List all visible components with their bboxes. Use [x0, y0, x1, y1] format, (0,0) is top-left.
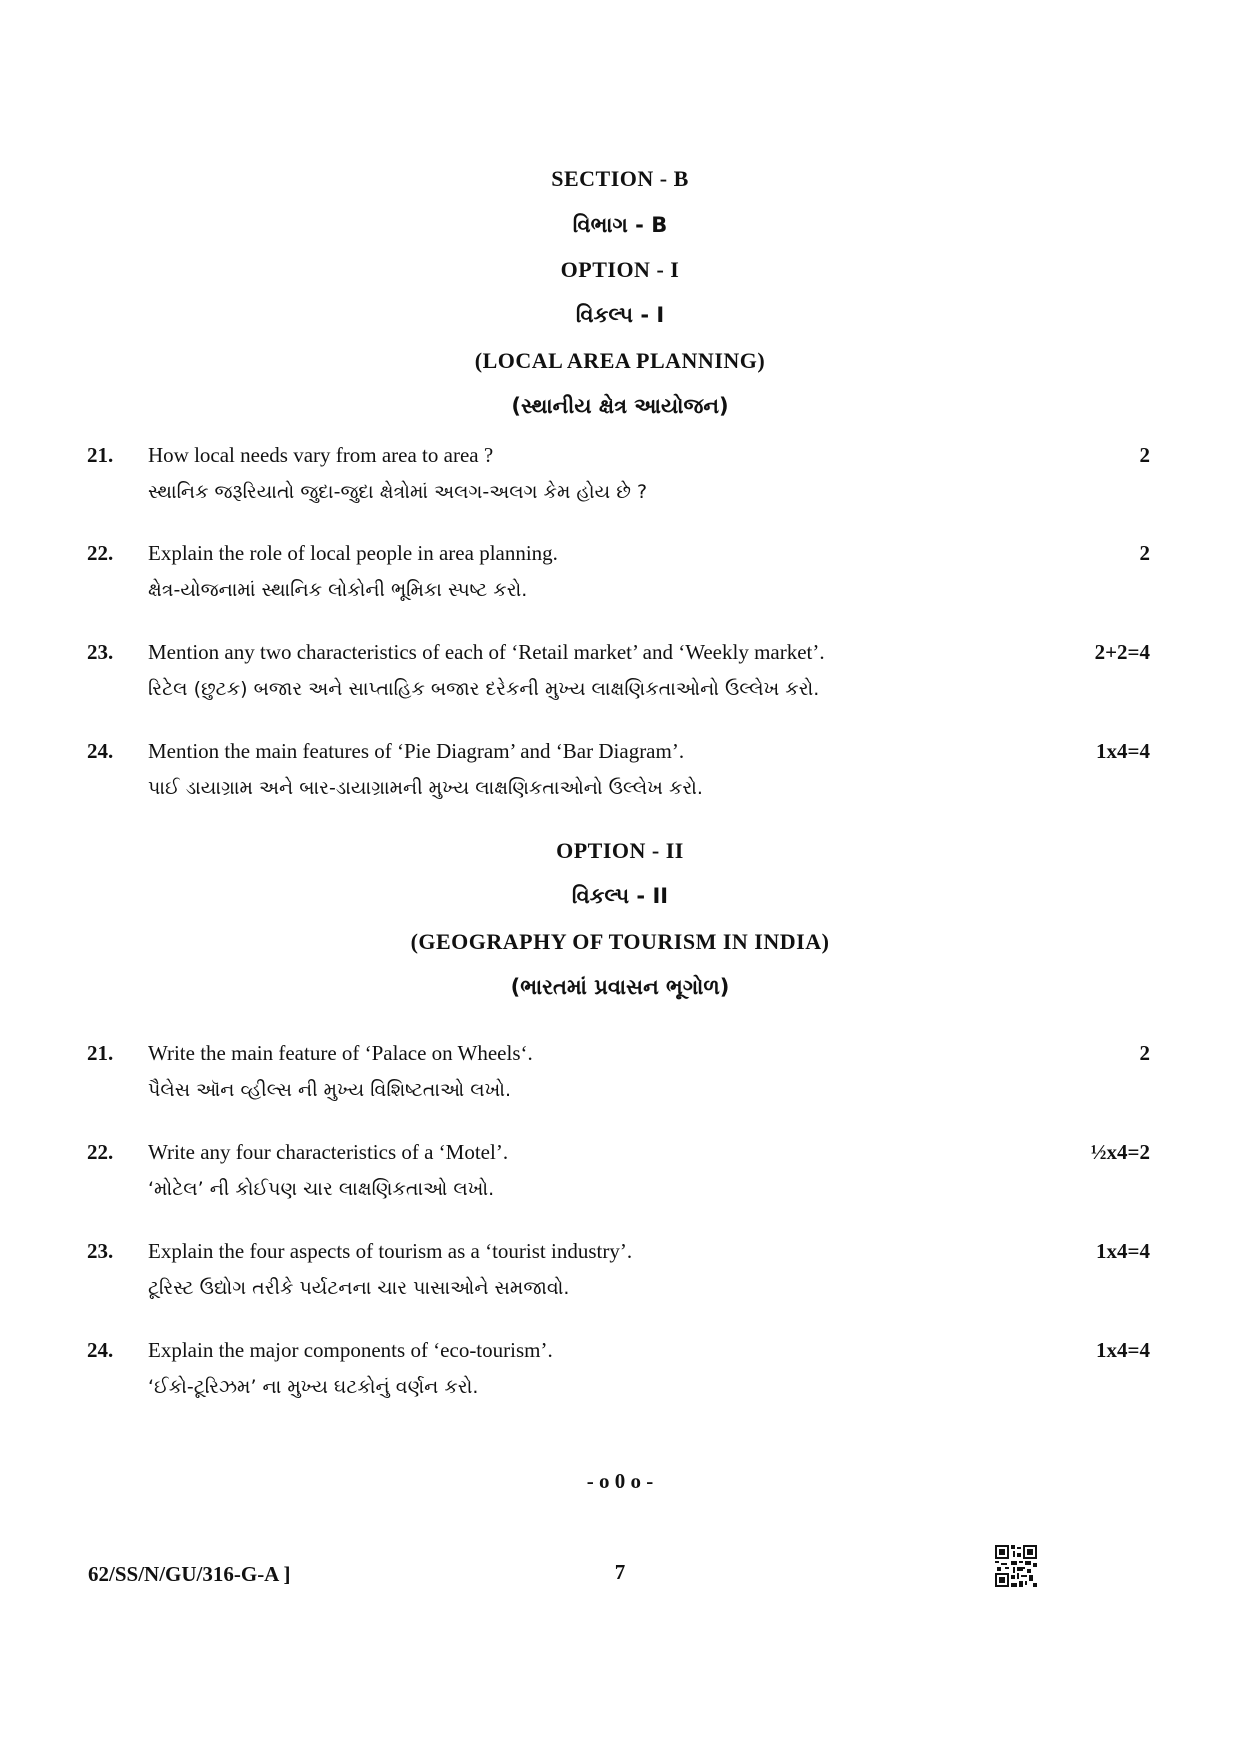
- page-number: 7: [614, 1560, 626, 1584]
- option1-subject-gujarati: (સ્થાનીય ક્ષેત્ર આયોજન): [511, 394, 729, 418]
- question-number: 23.: [87, 640, 114, 664]
- question-number: 22.: [87, 541, 114, 565]
- question-item: [0, 1239, 1240, 1319]
- option2-title: OPTION - II: [556, 838, 684, 863]
- question-text-english: Write any four characteristics of a ‘Motel’.: [148, 1140, 509, 1164]
- question-number: 21.: [87, 443, 114, 467]
- question-item: [0, 1140, 1240, 1220]
- question-text-gujarati: ક્ષેત્ર-યોજનામાં સ્થાનિક લોકોની ભૂમિકા સ્પષ્ટ કરો.: [148, 579, 528, 601]
- question-text-gujarati: ટૂરિસ્ટ ઉદ્યોગ તરીકે પર્યટનના ચાર પાસાઓને સમજાવો.: [148, 1277, 570, 1299]
- question-number: 24.: [87, 1338, 114, 1362]
- option1-subject: (LOCAL AREA PLANNING): [474, 348, 766, 373]
- question-text-gujarati: પૈલેસ ઑન વ્હીલ્સ ની મુખ્ય વિશિષ્ટતાઓ લખો.: [148, 1079, 512, 1101]
- paper-code: 62/SS/N/GU/316-G-A ]: [88, 1562, 291, 1586]
- question-marks: 1x4=4: [1096, 1338, 1150, 1362]
- option2-subject: (GEOGRAPHY OF TOURISM IN INDIA): [410, 929, 830, 954]
- question-text-english: Write the main feature of ‘Palace on Wheels‘.: [148, 1041, 533, 1065]
- qr-code-icon: [995, 1545, 1037, 1587]
- question-text-english: How local needs vary from area to area ?: [148, 443, 494, 467]
- question-number: 22.: [87, 1140, 114, 1164]
- question-text-english: Mention the main features of ‘Pie Diagram’ and ‘Bar Diagram’.: [148, 739, 685, 763]
- question-text-gujarati: ‘મોટેલ’ ની કોઈપણ ચાર લાક્ષણિકતાઓ લખો.: [148, 1178, 495, 1200]
- question-item: [0, 443, 1240, 523]
- question-number: 21.: [87, 1041, 114, 1065]
- question-marks: 1x4=4: [1096, 739, 1150, 763]
- question-marks: 1x4=4: [1096, 1239, 1150, 1263]
- question-text-gujarati: ‘ઈકો-ટૂરિઝમ’ ના મુખ્ય ઘટકોનું વર્ણન કરો.: [148, 1376, 479, 1398]
- section-title-gujarati: વિભાગ - B: [572, 213, 668, 237]
- section-title: SECTION - B: [551, 166, 689, 191]
- option2-subject-gujarati: (ભારતમાં પ્રવાસન ભૂગોળ): [510, 975, 730, 999]
- question-text-gujarati: રિટેલ (છુટક) બજાર અને સાપ્તાહિક બજાર દરેકની મુખ્ય લાક્ષણિકતાઓનો ઉલ્લેખ કરો.: [148, 678, 820, 700]
- question-item: [0, 739, 1240, 819]
- question-item: [0, 1338, 1240, 1418]
- question-marks: ½x4=2: [1090, 1140, 1150, 1164]
- question-item: [0, 1041, 1240, 1121]
- option1-title-gujarati: વિકલ્પ - I: [575, 303, 665, 327]
- question-text-english: Explain the four aspects of tourism as a ‘tourist industry’.: [148, 1239, 633, 1263]
- question-number: 24.: [87, 739, 114, 763]
- question-marks: 2+2=4: [1094, 640, 1150, 664]
- question-marks: 2: [1139, 443, 1150, 467]
- question-text-gujarati: સ્થાનિક જરૂરિયાતો જુદા-જુદા ક્ષેત્રોમાં અલગ-અલગ કેમ હોય છે ?: [148, 481, 648, 503]
- option1-title: OPTION - I: [560, 257, 680, 282]
- question-item: [0, 640, 1240, 720]
- option2-title-gujarati: વિકલ્પ - II: [571, 884, 669, 908]
- question-text-english: Explain the major components of ‘eco-tourism’.: [148, 1338, 553, 1362]
- question-marks: 2: [1139, 1041, 1150, 1065]
- question-text-english: Explain the role of local people in area planning.: [148, 541, 558, 565]
- question-marks: 2: [1139, 541, 1150, 565]
- question-text-gujarati: પાઈ ડાયાગ્રામ અને બાર-ડાયાગ્રામની મુખ્ય લાક્ષણિકતાઓનો ઉલ્લેખ કરો.: [148, 777, 703, 799]
- question-item: [0, 541, 1240, 621]
- question-number: 23.: [87, 1239, 114, 1263]
- question-text-english: Mention any two characteristics of each of ‘Retail market’ and ‘Weekly market’.: [148, 640, 825, 664]
- end-marker: - o 0 o -: [586, 1469, 654, 1493]
